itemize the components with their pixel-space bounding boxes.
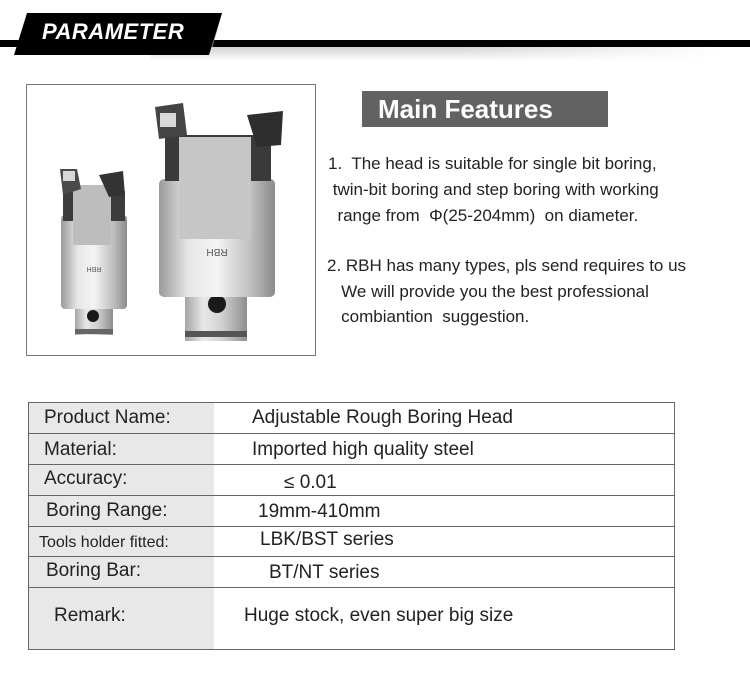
row-value: LBK/BST series <box>260 529 394 550</box>
row-label: Material: <box>44 439 117 460</box>
svg-text:RBH: RBH <box>86 265 102 272</box>
row-value: Adjustable Rough Boring Head <box>252 407 513 428</box>
row-value: Huge stock, even super big size <box>244 605 514 626</box>
feature-2-line-1: 2. RBH has many types, pls send requires to us <box>327 256 687 275</box>
row-label: Product Name: <box>44 407 171 428</box>
table-row-accuracy <box>29 465 674 496</box>
feature-1-line-1: 1. The head is suitable for single bit boring, <box>328 154 657 173</box>
main-features-title: Main Features <box>362 91 608 127</box>
product-image <box>26 84 316 356</box>
table-row-product-name <box>29 403 674 434</box>
feature-1-line-2: twin-bit boring and step boring with working <box>328 180 659 199</box>
header-shadow-fade <box>150 47 750 61</box>
feature-2-line-3: combiantion suggestion. <box>327 307 530 326</box>
table-row-tools-holder <box>29 527 674 557</box>
row-value: ≤ 0.01 <box>284 472 337 493</box>
row-value: Imported high quality steel <box>252 439 474 460</box>
row-value: 19mm-410mm <box>258 501 381 522</box>
feature-1-line-3: range from Φ(25-204mm) on diameter. <box>328 206 639 225</box>
feature-2-line-2: We will provide you the best professional <box>327 282 649 301</box>
row-label: Boring Range: <box>46 500 168 521</box>
row-label: Accuracy: <box>44 468 128 489</box>
table-row-boring-range <box>29 496 674 527</box>
table-row-boring-bar <box>29 557 674 588</box>
section-title: PARAMETER <box>42 19 185 44</box>
spec-table <box>28 402 675 650</box>
svg-text:RBH: RBH <box>206 246 228 257</box>
row-label: Remark: <box>54 605 126 626</box>
row-label: Tools holder fitted: <box>39 534 169 551</box>
table-row-material <box>29 434 674 465</box>
boring-heads-illustration <box>27 85 316 356</box>
table-row-remark <box>29 588 674 650</box>
row-value: BT/NT series <box>269 562 380 583</box>
row-label: Boring Bar: <box>46 560 142 581</box>
